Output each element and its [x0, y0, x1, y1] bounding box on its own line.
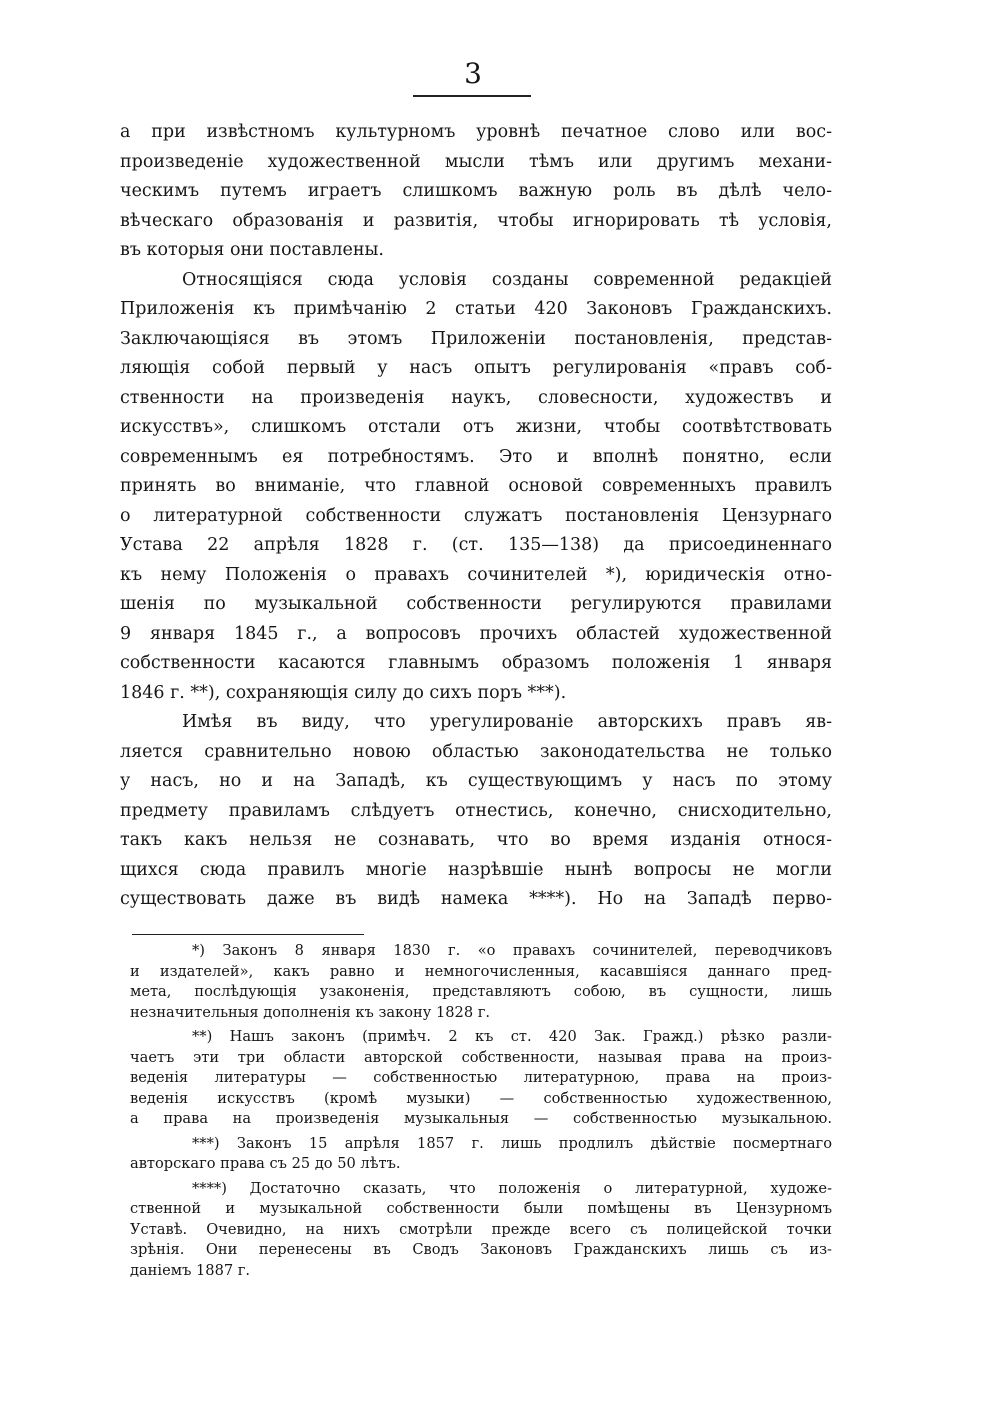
body-line: принять во вниманіе, что главной основой современныхъ правилъ	[120, 476, 832, 496]
body-text	[120, 118, 832, 915]
body-line: а при извѣстномъ культурномъ уровнѣ печатное слово или вос-	[120, 122, 832, 142]
body-line: Приложенія къ примѣчанію 2 статьи 420 Законовъ Гражданскихъ.	[120, 299, 832, 319]
header-rule	[413, 95, 531, 97]
footnote-line: чаетъ эти три области авторской собственности, называя права на произ-	[130, 1048, 832, 1066]
body-line: Устава 22 апрѣля 1828 г. (ст. 135—138) да присоединеннаго	[120, 535, 832, 555]
footnote-line: *) Законъ 8 января 1830 г. «о правахъ сочинителей, переводчиковъ	[192, 942, 832, 959]
footnote-line: зрѣнія. Они перенесены въ Сводъ Законовъ Гражданскихъ лишь съ из-	[130, 1241, 832, 1258]
body-line: современнымъ ея потребностямъ. Это и вполнѣ понятно, если	[120, 446, 832, 467]
body-line: Имѣя въ виду, что урегулированіе авторскихъ правъ яв-	[182, 712, 832, 732]
body-line: къ нему Положенія о правахъ сочинителей *), юридическія отно-	[120, 564, 832, 585]
footnote-line: и издателей», какъ равно и немногочисленныя, касавшіяся даннаго пред-	[130, 962, 832, 980]
body-line: ческимъ путемъ играетъ слишкомъ важную роль въ дѣлѣ чело-	[120, 181, 832, 201]
footnote-line: веденія литературы — собственностью литературною, права на произ-	[130, 1069, 832, 1086]
body-line: искусствъ», слишкомъ отстали отъ жизни, чтобы соотвѣтствовать	[120, 417, 832, 437]
footnote-line: веденія искусствъ (кромѣ музыки) — собственностью художественною,	[130, 1089, 832, 1107]
body-line: шенія по музыкальной собственности регулируются правилами	[120, 594, 832, 614]
body-line: ляющія собой первый у насъ опытъ регулированія «правъ соб-	[120, 358, 832, 378]
body-line: 1846 г. **), сохраняющія силу до сихъ поръ ***).	[120, 682, 567, 703]
footnote	[130, 941, 832, 1023]
body-line: существовать даже въ видѣ намека ****). Но на Западѣ перво-	[120, 889, 832, 909]
page-number: 3	[464, 57, 482, 90]
footnote-line: ***) Законъ 15 апрѣля 1857 г. лишь продлилъ дѣйствіе посмертнаго	[192, 1134, 832, 1152]
footnote-line: даніемъ 1887 г.	[130, 1261, 251, 1279]
body-line: вѣческаго образованія и развитія, чтобы игнорировать тѣ условія,	[120, 210, 832, 231]
footnote-line: **) Нашъ законъ (примѣч. 2 къ ст. 420 Зак. Гражд.) рѣзко разли-	[192, 1028, 832, 1045]
body-line: ственности на произведенія наукъ, словесности, художествъ и	[120, 387, 832, 408]
body-line: собственности касаются главнымъ образомъ положенія 1 января	[120, 653, 832, 673]
footnote-line: ственной и музыкальной собственности были помѣщены въ Цензурномъ	[130, 1200, 832, 1217]
footnotes	[130, 941, 832, 1281]
footnote	[130, 1027, 832, 1130]
body-line: у насъ, но и на Западѣ, къ существующимъ у насъ по этому	[120, 771, 832, 791]
body-line: о литературной собственности служатъ постановленія Цензурнаго	[120, 505, 832, 526]
body-line: ляется сравнительно новою областью законодательства не только	[120, 741, 832, 762]
footnote-line: ****) Достаточно сказать, что положенія о литературной, художе-	[192, 1179, 832, 1197]
body-line: Заключающіяся въ этомъ Приложеніи постановленія, представ-	[120, 328, 832, 349]
footnote-line: мета, послѣдующія узаконенія, представляютъ собою, въ сущности, лишь	[130, 983, 832, 1000]
footnote-line: а права на произведенія музыкальныя — собственностью музыкальною.	[130, 1110, 832, 1127]
footnote	[130, 1179, 832, 1282]
footnote-line: незначительныя дополненія къ закону 1828 г.	[130, 1003, 491, 1021]
body-line: въ которыя они поставлены.	[120, 240, 384, 260]
body-line: такъ какъ нельзя не сознавать, что во время изданія относя-	[120, 830, 832, 850]
body-line: предмету правиламъ слѣдуетъ отнестись, конечно, снисходительно,	[120, 800, 832, 821]
footnote-rule	[132, 934, 364, 935]
body-line: Относящіяся сюда условія созданы современной редакціей	[182, 269, 832, 290]
footnote-line: авторскаго права съ 25 до 50 лѣтъ.	[130, 1155, 401, 1172]
footnote-line: Уставѣ. Очевидно, на нихъ смотрѣли прежде всего съ полицейской точки	[130, 1220, 832, 1238]
footnote	[130, 1134, 832, 1175]
body-line: произведеніе художественной мысли тѣмъ или другимъ механи-	[120, 151, 832, 172]
body-line: щихся сюда правилъ многіе назрѣвшіе нынѣ вопросы не могли	[120, 859, 832, 880]
body-line: 9 января 1845 г., а вопросовъ прочихъ областей художественной	[120, 623, 832, 644]
